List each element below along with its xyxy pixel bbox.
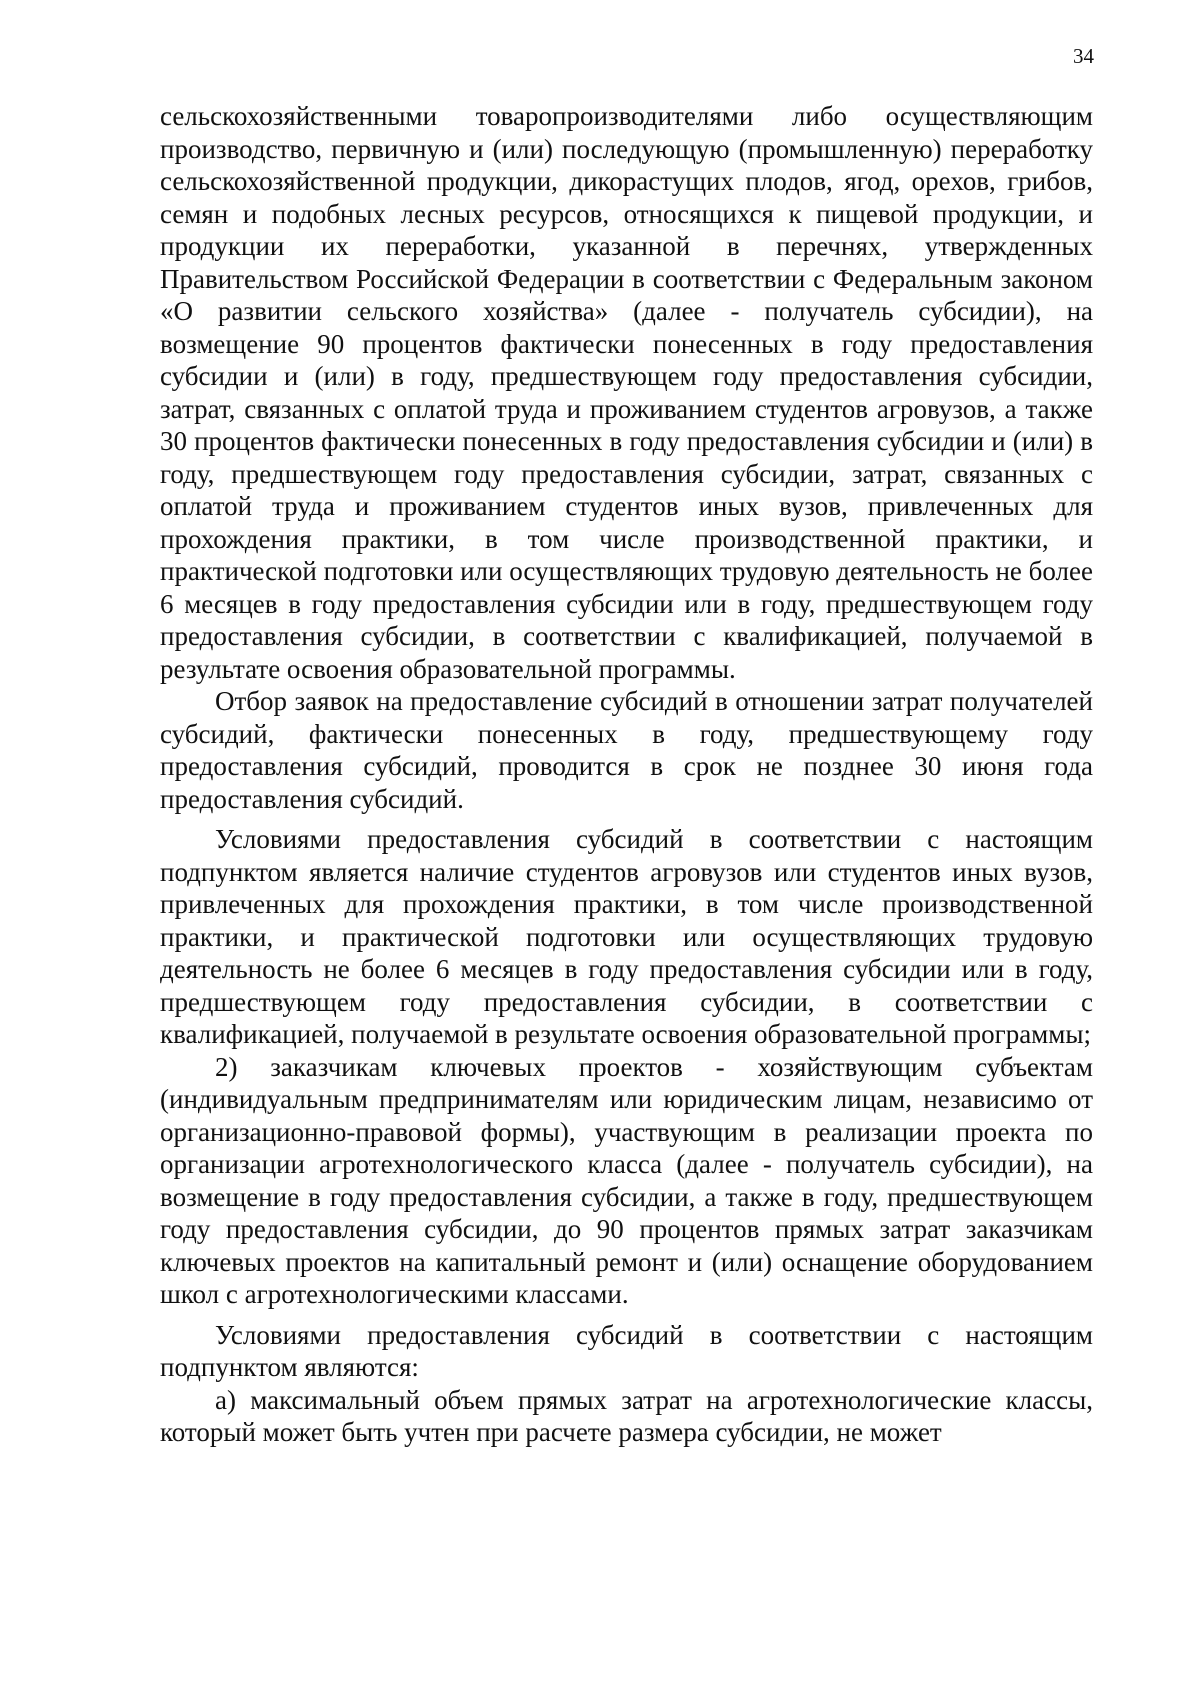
paragraph-selection-deadline: Отбор заявок на предоставление субсидий в отношении затрат получателей субсидий, фактически понесенных в году, предшествующему году предоставления субсидий, проводится в срок не позднее 30 июня года предоставления субсидий.	[160, 686, 1093, 814]
paragraph-item-a: а) максимальный объем прямых затрат на агротехнологические классы, который может быть учтен при расчете размера субсидии, не может	[160, 1384, 1093, 1447]
paragraph-conditions-heading: Условиями предоставления субсидий в соответствии с настоящим подпунктом являются:	[160, 1319, 1093, 1382]
paragraph-conditions-students: Условиями предоставления субсидий в соответствии с настоящим подпунктом является наличие студентов агровузов или студентов иных вузов, привлеченных для прохождения практики, в том числе производственной практики, и практической подготовки или осуществляющих трудовую деятельность не более 6 месяцев в году предоставления субсидии или в году, предшествующем году предоставления субсидии, в соответствии с квалификацией, получаемой в результате освоения образовательной программы;	[160, 824, 1093, 1049]
page-number: 34	[1073, 44, 1094, 68]
document-body	[160, 100, 1093, 1449]
paragraph-item-2-key-projects: 2) заказчикам ключевых проектов - хозяйствующим субъектам (индивидуальным предпринимателям или юридическим лицам, независимо от организационно-правовой формы), участвующим в реализации проекта по организации агротехнологического класса (далее - получатель субсидии), на возмещение в году предоставления субсидии, а также в году, предшествующем году предоставления субсидии, до 90 процентов прямых затрат заказчикам ключевых проектов на капитальный ремонт и (или) оснащение оборудованием школ с агротехнологическими классами.	[160, 1051, 1093, 1309]
paragraph-continuation: сельскохозяйственными товаропроизводителями либо осуществляющим производство, первичную и (или) последующую (промышленную) переработку сельскохозяйственной продукции, дикорастущих плодов, ягод, орехов, грибов, семян и подобных лесных ресурсов, относящихся к пищевой продукции, и продукции их переработки, указанной в перечнях, утвержденных Правительством Российской Федерации в соответствии с Федеральным законом «О развитии сельского хозяйства» (далее - получатель субсидии), на возмещение 90 процентов фактически понесенных в году предоставления субсидии и (или) в году, предшествующем году предоставления субсидии, затрат, связанных с оплатой труда и проживанием студентов агровузов, а также 30 процентов фактически понесенных в году предоставления субсидии и (или) в году, предшествующем году предоставления субсидии, затрат, связанных с оплатой труда и проживанием студентов иных вузов, привлеченных для прохождения практики, в том числе производственной практики, и практической подготовки или осуществляющих трудовую деятельность не более 6 месяцев в году предоставления субсидии или в году, предшествующем году предоставления субсидии, в соответствии с квалификацией, получаемой в результате освоения образовательной программы.	[160, 101, 1093, 684]
